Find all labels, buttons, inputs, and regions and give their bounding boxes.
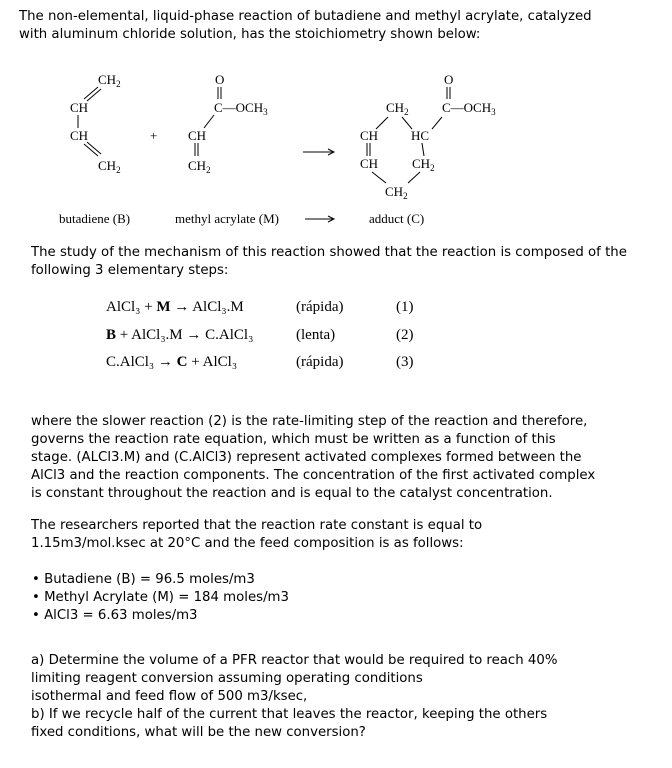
list-item: • Methyl Acrylate (M) = 184 moles/m3 [32, 589, 289, 607]
step-speed-3: (rápida) [296, 354, 344, 370]
atom-label: $CH_2$ [98, 158, 121, 175]
feed-composition-list [32, 571, 289, 625]
question-line: limiting reagent conversion assuming operating conditions [31, 671, 423, 686]
questions-paragraph [31, 652, 557, 742]
atom-label: CH [360, 128, 379, 143]
intro-paragraph [19, 8, 592, 44]
atom-label: O [444, 72, 454, 87]
mechanism-paragraph [31, 244, 627, 280]
list-item: • Butadiene (B) = 96.5 moles/m3 [32, 571, 289, 589]
researchers-line: 1.15m3/mol.ksec at 20°C and the feed composition is as follows: [31, 536, 464, 551]
methyl-acrylate-structure [188, 72, 268, 175]
label-butadiene: butadiene (B) [59, 211, 131, 226]
question-line: fixed conditions, what will be the new conversion? [31, 725, 366, 740]
reaction-arrow [303, 149, 334, 155]
bond [204, 115, 214, 128]
bond [422, 143, 424, 156]
atom-label: CH [70, 128, 89, 143]
mechanism-line: following 3 elementary steps: [31, 263, 229, 278]
atom-label: CH [188, 128, 207, 143]
atom-label: $C—OCH_3$ [442, 100, 496, 117]
question-line: b) If we recycle half of the current that leaves the reactor, keeping the others [31, 707, 548, 722]
step-equation-1: AlCl₃ + M → AlCl₃.M [106, 299, 244, 315]
atom-label: $CH_2$ [188, 158, 211, 175]
step-speed-2: (lenta) [296, 327, 336, 343]
researchers-paragraph [31, 517, 482, 553]
explanation-line: is constant throughout the reaction and is equal to the catalyst concentration. [31, 486, 553, 501]
atom-label: $CH_2$ [385, 184, 408, 201]
atom-label: CH [70, 100, 89, 115]
list-item: • AlCl3 = 6.63 moles/m3 [32, 607, 289, 625]
bond [432, 117, 442, 129]
atom-label: CH [360, 156, 379, 171]
explanation-line: stage. (ALCl3.M) and (C.AlCl3) represent activated complexes formed between the [31, 450, 582, 465]
reaction-scheme [0, 68, 672, 238]
label-methyl-acrylate: methyl acrylate (M) [175, 211, 279, 226]
step-equation-2: B + AlCl₃.M → C.AlCl₃ [106, 327, 254, 343]
labels-arrow [305, 216, 334, 222]
explanation-line: AlCl3 and the reaction components. The concentration of the first activated complex [31, 468, 596, 483]
step-number-1: (1) [396, 299, 414, 315]
step-number-3: (3) [396, 354, 414, 370]
adduct-structure [360, 72, 496, 201]
mechanism-line: The study of the mechanism of this reaction showed that the reaction is composed of the [31, 245, 627, 260]
atom-label: HC [411, 128, 430, 143]
question-line: a) Determine the volume of a PFR reactor that would be required to reach 40% [31, 653, 558, 668]
researchers-line: The researchers reported that the reaction rate constant is equal to [31, 518, 483, 533]
explanation-line: governs the reaction rate equation, which must be written as a function of this [31, 432, 556, 447]
atom-label: $CH_2$ [386, 100, 409, 117]
atom-label: $CH_2$ [412, 156, 435, 173]
atom-label: $C—OCH_3$ [214, 100, 268, 117]
explanation-line: where the slower reaction (2) is the rate-limiting step of the reaction and therefore, [31, 414, 588, 429]
step-speed-1: (rápida) [296, 299, 344, 315]
bond [408, 172, 420, 183]
atom-label: $CH_2$ [98, 72, 121, 89]
step-equation-3: C.AlCl₃ → C + AlCl₃ [106, 354, 238, 370]
explanation-paragraph [31, 413, 595, 503]
atom-label: O [215, 72, 225, 87]
intro-line: with aluminum chloride solution, has the stoichiometry shown below: [19, 27, 481, 42]
intro-line: The non-elemental, liquid-phase reaction of butadiene and methyl acrylate, catalyzed [19, 9, 592, 24]
butadiene-structure [70, 72, 121, 175]
question-line: isothermal and feed flow of 500 m3/ksec, [31, 689, 308, 704]
step-number-2: (2) [396, 327, 414, 343]
plus-sign: + [150, 128, 158, 143]
bond [372, 172, 386, 183]
label-adduct: adduct (C) [369, 211, 425, 226]
